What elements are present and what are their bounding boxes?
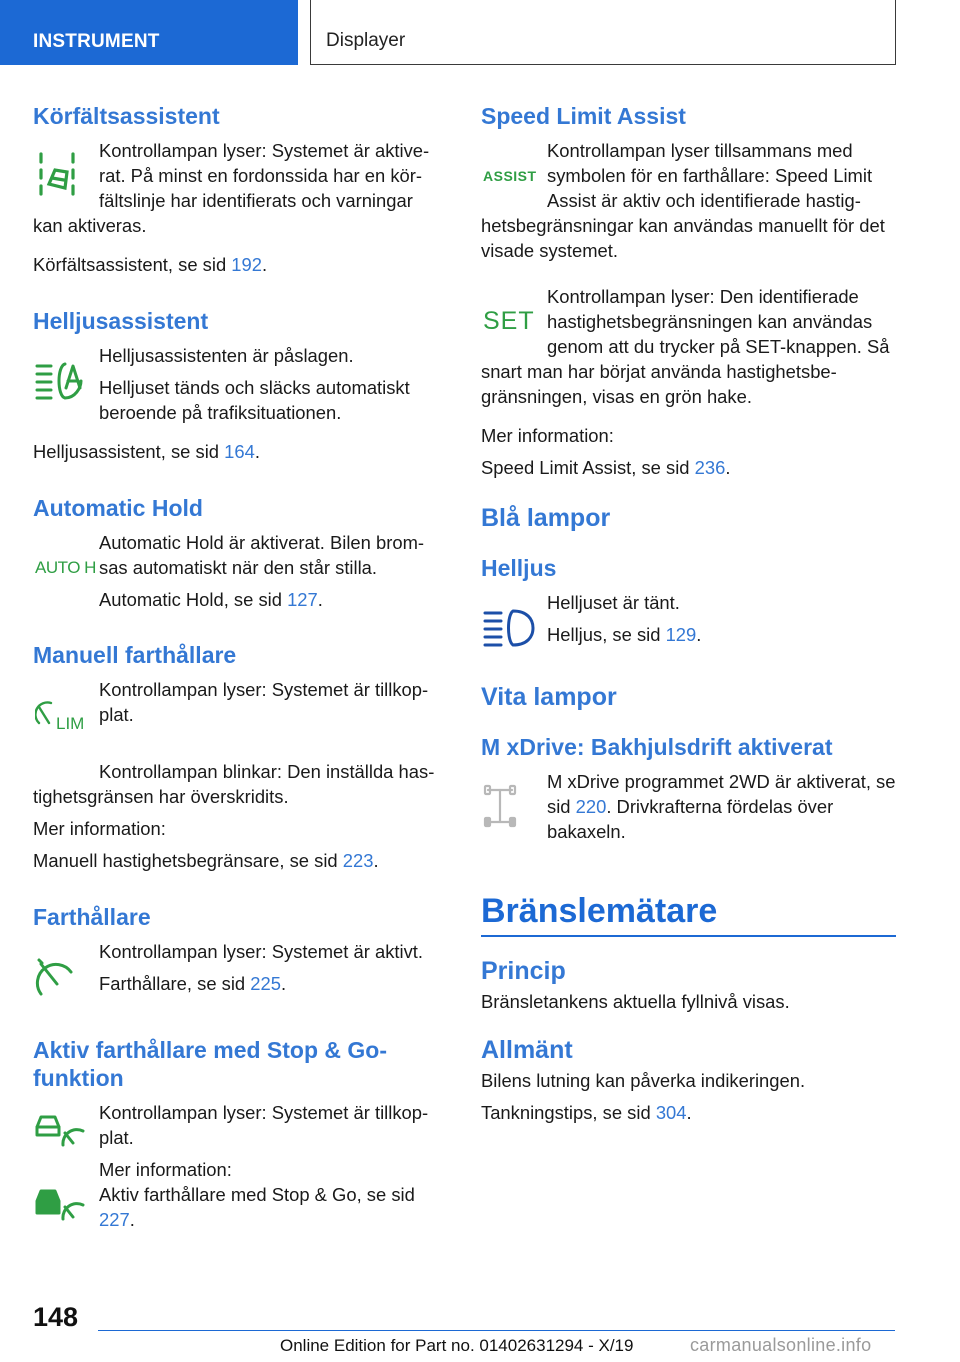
section-title-farthallare: Farthållare	[33, 904, 151, 930]
tankning-ref: Tankningstips, se sid 304.	[481, 1102, 692, 1123]
page-link-304[interactable]: 304	[655, 1102, 687, 1123]
info-block-manuell	[33, 677, 438, 752]
page-link-236[interactable]: 236	[694, 457, 726, 478]
auto-hold-icon: AUTO H	[35, 557, 96, 577]
info-block-sla-set	[481, 284, 896, 416]
automatic-hold-text: Automatic Hold är aktiverat. Bilen bromsas automatiskt när den står stilla.	[99, 532, 425, 578]
xdrive-2wd-icon	[481, 769, 547, 844]
info-block-helljus	[481, 590, 896, 665]
info-block-helljusassistent	[33, 343, 438, 432]
section-title-helljus: Helljus	[481, 555, 557, 581]
manuell-more: Mer information:	[33, 818, 166, 839]
page-link-227[interactable]: 227	[99, 1209, 130, 1230]
section-title-bla-lampor: Blå lampor	[481, 504, 611, 532]
automatic-hold-ref: Automatic Hold, se sid 127.	[99, 589, 323, 610]
section-title-speed-limit-assist: Speed Limit Assist	[481, 103, 686, 129]
info-block-sla-assist	[481, 138, 896, 270]
section-title-aktiv-farthallare: Aktiv farthållare med Stop & Go-funktion	[33, 1037, 388, 1091]
aktiv-more: Mer information:	[99, 1159, 232, 1180]
section-title-xdrive: M xDrive: Bakhjulsdrift aktiverat	[481, 734, 833, 760]
section-title-korfalt: Körfältsassistent	[33, 103, 220, 129]
info-block-aktiv-ref	[33, 1174, 438, 1239]
page-number: 148	[33, 1302, 79, 1332]
section-title-manuell: Manuell farthållare	[33, 642, 237, 668]
footer-edition: Online Edition for Part no. 01402631294 - X/19	[280, 1336, 634, 1355]
helljus-text: Helljuset är tänt.	[547, 592, 680, 613]
manuell-text1: Kontrollampan lyser: Systemet är tillkopplat.	[99, 679, 429, 725]
svg-text:LIM: LIM	[56, 713, 85, 731]
acc-icon	[33, 1100, 99, 1160]
manuell-text2: Kontrollampan blinkar: Den inställda hastighetsgränsen har överskridits.	[33, 761, 435, 807]
page-link-192[interactable]: 192	[231, 254, 262, 275]
helljusassistent-ref: Helljusassistent, se sid 164.	[33, 441, 260, 462]
info-block-automatic-hold	[33, 530, 438, 619]
info-block-xdrive	[481, 769, 896, 851]
page-link-220[interactable]: 220	[575, 796, 607, 817]
page-link-223[interactable]: 223	[342, 850, 374, 871]
helljusassistent-text2: Helljuset tänds och släcks automatiskt beroende på trafiksituationen.	[99, 377, 410, 423]
page-link-164[interactable]: 164	[224, 441, 255, 462]
page-link-129[interactable]: 129	[665, 624, 697, 645]
lane-assist-icon	[33, 138, 99, 213]
section-title-automatic-hold: Automatic Hold	[33, 495, 203, 521]
korfalt-text: Kontrollampan lyser: Systemet är aktiverat. På minst en fordonssida har en körfältslinje har identifierats och varningar kan aktiveras.	[33, 140, 430, 236]
aktiv-ref: Aktiv farthållare med Stop & Go, se sid 227.	[99, 1184, 415, 1230]
section-label: INSTRUMENT	[33, 31, 160, 52]
sla-text1: Kontrollampan lyser tillsammans med symbolen för en farthållare: Speed Limit Assist är aktiv och identifierade hastighetsbegränsningar kan användas manuellt för det visade systemet.	[481, 140, 885, 261]
section-title-princip: Princip	[481, 957, 566, 985]
set-icon: SET	[483, 307, 535, 335]
sla-ref: Speed Limit Assist, se sid 236.	[481, 457, 731, 478]
acc-vehicle-icon	[33, 1174, 99, 1234]
sla-more: Mer information:	[481, 425, 614, 446]
aktiv-text: Kontrollampan lyser: Systemet är tillkopplat.	[99, 1102, 429, 1148]
high-beam-assist-icon	[33, 343, 99, 418]
section-title-allmant: Allmänt	[481, 1036, 573, 1064]
helljus-ref: Helljus, se sid 129.	[547, 624, 702, 645]
info-block-farthallare	[33, 939, 438, 1014]
page-link-225[interactable]: 225	[250, 973, 281, 994]
princip-text: Bränsletankens aktuella fyllnivå visas.	[481, 991, 790, 1012]
left-column	[33, 102, 438, 1246]
xdrive-text: M xDrive programmet 2WD är aktiverat, se sid 220. Drivkrafterna fördelas över bakaxeln.	[547, 771, 896, 842]
footer-divider	[98, 1330, 895, 1331]
chapter-box	[310, 0, 896, 65]
high-beam-icon	[481, 590, 547, 665]
helljusassistent-text1: Helljusassistenten är påslagen.	[99, 345, 354, 366]
right-column	[481, 102, 896, 1132]
speed-limiter-icon	[33, 677, 99, 752]
info-block-korfalt	[33, 138, 438, 245]
cruise-control-icon	[33, 939, 99, 1014]
section-title-helljusassistent: Helljusassistent	[33, 308, 209, 334]
korfalt-ref: Körfältsassistent, se sid 192.	[33, 254, 268, 275]
watermark-logo: carmanualsonline.info	[690, 1335, 872, 1355]
chapter-label: Displayer	[326, 30, 406, 51]
chapter-title-branslematare: Bränslemätare	[481, 891, 896, 937]
section-tab	[0, 0, 298, 65]
allmant-text: Bilens lutning kan påverka indikeringen.	[481, 1070, 806, 1091]
sla-text2: Kontrollampan lyser: Den identifierade hastighetsbegränsningen kan användas genom att du trycker på SET-knappen. Så snart man har börjat använda hastighetsbegränsningen, visas en grön hake.	[481, 286, 890, 407]
assist-icon: ASSIST	[483, 167, 537, 184]
farthallare-text: Kontrollampan lyser: Systemet är aktivt.	[99, 941, 424, 962]
manuell-ref: Manuell hastighetsbegränsare, se sid 223.	[33, 850, 379, 871]
page-link-127[interactable]: 127	[287, 589, 318, 610]
farthallare-ref: Farthållare, se sid 225.	[99, 973, 287, 994]
section-title-vita-lampor: Vita lampor	[481, 683, 617, 711]
